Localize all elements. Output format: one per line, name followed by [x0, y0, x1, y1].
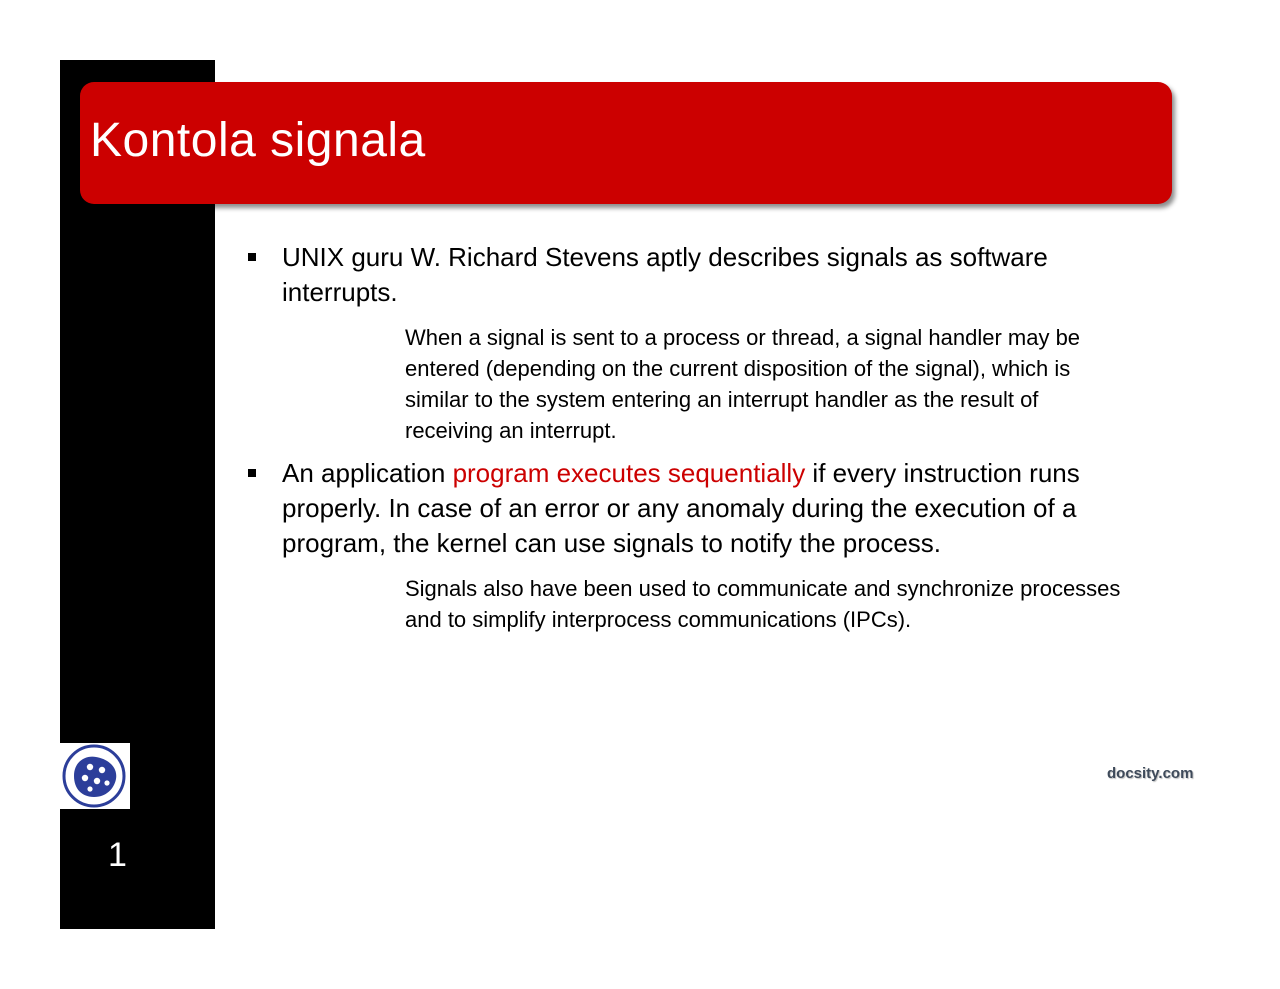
university-logo-icon: [60, 743, 130, 809]
docsity-watermark: docsity.com: [1107, 765, 1194, 782]
slide-title: Kontola signala: [90, 114, 426, 167]
slide-content: [244, 240, 1144, 645]
bullet-item-1: [244, 240, 1144, 310]
square-bullet-icon: [248, 469, 256, 477]
bullet-text-end: if every instruction runs properly. In case of an error or any anomaly during the execution of a program, the kernel can use signals to notify the process.: [282, 458, 1080, 558]
page-number: 1: [108, 836, 127, 874]
bullet-item-2: [244, 456, 1144, 561]
bullet-text-start: An application: [282, 458, 453, 488]
highlighted-phrase: program executes sequentially: [452, 458, 806, 488]
sub-paragraph-2: Signals also have been used to communicate and synchronize processes and to simplify interprocess communications (IPCs).: [405, 576, 1121, 632]
square-bullet-icon: [248, 253, 256, 261]
sub-paragraph-1: When a signal is sent to a process or thread, a signal handler may be entered (depending on the current disposition of the signal), which is similar to the system entering an interrupt handler as the result of receiving an interrupt.: [405, 325, 1081, 443]
bullet-text: UNIX guru W. Richard Stevens aptly describes signals as software interrupts.: [282, 242, 1048, 307]
